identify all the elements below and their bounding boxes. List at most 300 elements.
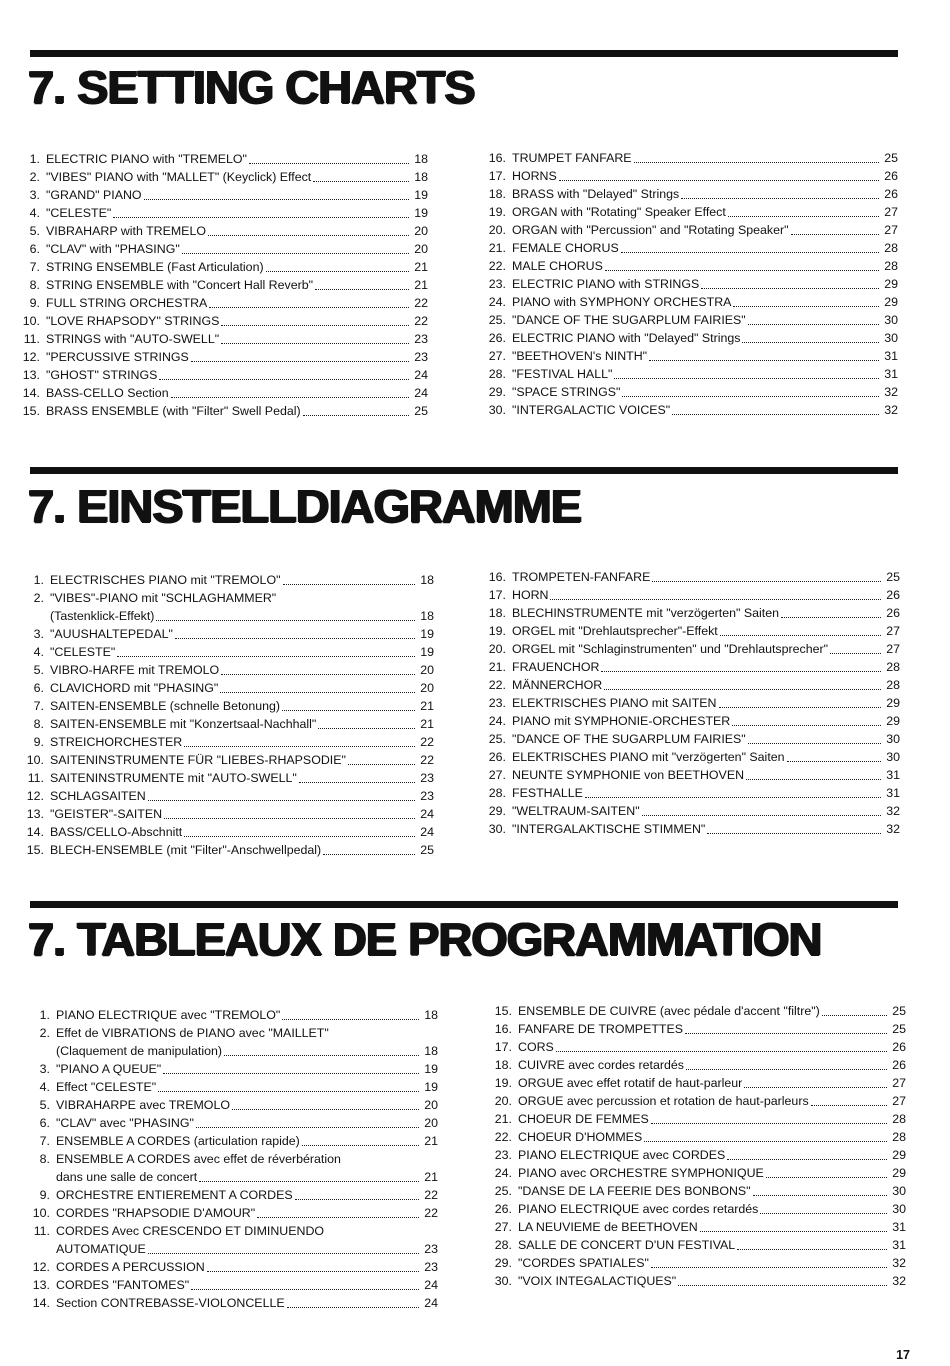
dot-leader — [737, 1249, 887, 1250]
entry-number: 6. — [39, 1116, 50, 1130]
entry-number: 19. — [488, 624, 506, 638]
entry-number: 11. — [27, 771, 44, 785]
toc-column-left — [18, 150, 428, 420]
entry-title: ELECTRIC PIANO with STRINGS — [512, 277, 700, 291]
entry-title: SCHLAGSAITEN — [50, 789, 146, 803]
entry-title: "DANCE OF THE SUGARPLUM FAIRIES" — [512, 313, 746, 327]
entry-page: 32 — [884, 403, 898, 417]
entry-number: 26. — [488, 331, 506, 345]
dot-leader — [686, 1069, 887, 1070]
entry-title: FEMALE CHORUS — [512, 241, 619, 255]
dot-leader — [634, 162, 879, 163]
entry-number: 3. — [39, 1062, 50, 1076]
entry-title: VIBRAHARP with TREMELO — [46, 224, 206, 238]
toc-entry — [484, 383, 898, 401]
entry-page: 23 — [424, 1242, 438, 1256]
toc-entry — [484, 311, 898, 329]
dot-leader — [720, 635, 881, 636]
entry-title: PIANO mit SYMPHONIE-ORCHESTER — [512, 714, 731, 728]
section-rule — [30, 467, 898, 474]
entry-number: 23. — [488, 277, 506, 291]
section-rule — [30, 901, 898, 908]
entry-number: 1. — [29, 152, 40, 166]
entry-title: ORGEL mit "Schlaginstrumenten" und "Drehlautsprecher" — [512, 642, 829, 656]
dot-leader — [744, 1087, 887, 1088]
toc-entry — [28, 1006, 438, 1024]
entry-page: 18 — [424, 1044, 438, 1058]
entry-title: Effect "CELESTE" — [56, 1080, 157, 1094]
entry-number: 18. — [494, 1058, 512, 1072]
dot-leader — [550, 599, 881, 600]
toc-entry — [484, 203, 898, 221]
entry-page: 26 — [892, 1040, 906, 1054]
entry-title: "VIBES" PIANO with "MALLET" (Keyclick) Effect — [46, 170, 312, 184]
toc-entry — [28, 1114, 438, 1132]
entry-title: ORGAN with "Rotating" Speaker Effect — [512, 205, 726, 219]
entry-number: 27. — [488, 768, 506, 782]
section-rule — [30, 50, 898, 57]
entry-title: "VOIX INTEGALACTIQUES" — [518, 1274, 677, 1288]
entry-page: 32 — [886, 822, 900, 836]
entry-number: 28. — [488, 786, 506, 800]
toc-entry — [484, 401, 898, 419]
entry-page: 26 — [884, 187, 898, 201]
entry-page: 32 — [892, 1274, 906, 1288]
entry-page: 22 — [420, 753, 434, 767]
dot-leader — [678, 1285, 887, 1286]
entry-page: 21 — [420, 699, 434, 713]
entry-title: SAITEN-ENSEMBLE (schnelle Betonung) — [50, 699, 281, 713]
entry-page: 24 — [420, 807, 434, 821]
entry-number: 19. — [488, 205, 506, 219]
entry-number: 17. — [488, 169, 506, 183]
toc-entry — [484, 802, 900, 820]
dot-leader — [224, 1055, 419, 1056]
toc-entry — [18, 240, 428, 258]
entry-page: 30 — [892, 1202, 906, 1216]
entry-number: 5. — [29, 224, 40, 238]
entry-page: 21 — [414, 278, 428, 292]
toc-entry — [22, 643, 434, 661]
entry-title: PIANO avec ORCHESTRE SYMPHONIQUE — [518, 1166, 764, 1180]
toc-entry — [490, 1146, 906, 1164]
toc-entry — [22, 697, 434, 715]
entry-number: 3. — [29, 188, 40, 202]
entry-title: "GRAND" PIANO — [46, 188, 142, 202]
entry-number: 26. — [494, 1202, 512, 1216]
dot-leader — [681, 198, 879, 199]
toc-entry — [28, 1204, 438, 1222]
dot-leader — [191, 361, 409, 362]
entry-number: 12. — [22, 350, 40, 364]
toc-entry — [28, 1096, 438, 1114]
entry-page: 18 — [420, 573, 434, 587]
toc-entry — [484, 604, 900, 622]
entry-title: CHOEUR D'HOMMES — [518, 1130, 643, 1144]
entry-number: 29. — [494, 1256, 512, 1270]
entry-title: FRAUENCHOR — [512, 660, 600, 674]
entry-title: SAITEN-ENSEMBLE mit "Konzertsaal-Nachhall" — [50, 717, 317, 731]
entry-title: "CELESTE" — [46, 206, 112, 220]
entry-title: BRASS ENSEMBLE (with "Filter" Swell Pedal) — [46, 404, 301, 418]
entry-number: 27. — [494, 1220, 512, 1234]
entry-title: "CLAV" avec "PHASING" — [56, 1116, 194, 1130]
entry-title: Effet de VIBRATIONS de PIANO avec "MAILLET" — [56, 1026, 329, 1040]
entry-title: "CELESTE" — [50, 645, 116, 659]
entry-page: 28 — [892, 1112, 906, 1126]
entry-title: MALE CHORUS — [512, 259, 603, 273]
entry-page: 31 — [884, 349, 898, 363]
section-heading: 7. SETTING CHARTS — [28, 61, 475, 113]
entry-page: 29 — [892, 1166, 906, 1180]
toc-entry — [490, 1038, 906, 1056]
entry-title: FANFARE DE TROMPETTES — [518, 1022, 684, 1036]
toc-entry — [18, 222, 428, 240]
entry-page: 20 — [424, 1098, 438, 1112]
section-heading: 7. TABLEAUX DE PROGRAMMATION — [28, 913, 822, 965]
entry-number: 22. — [488, 259, 506, 273]
entry-number: 13. — [26, 807, 44, 821]
toc-entry — [484, 275, 898, 293]
entry-number: 29. — [488, 804, 506, 818]
section-heading: 7. EINSTELLDIAGRAMME — [28, 480, 582, 532]
entry-number: 18. — [488, 606, 506, 620]
entry-title: ELEKTRISCHES PIANO mit SAITEN — [512, 696, 717, 710]
entry-page: 22 — [420, 735, 434, 749]
entry-title: dans une salle de concert — [56, 1170, 198, 1184]
entry-title: "CORDES SPATIALES" — [518, 1256, 649, 1270]
entry-number: 2. — [29, 170, 40, 184]
toc-column-right — [484, 149, 898, 419]
toc-entry — [484, 221, 898, 239]
toc-entry — [18, 168, 428, 186]
entry-page: 24 — [420, 825, 434, 839]
entry-number: 14. — [32, 1296, 50, 1310]
entry-page: 29 — [892, 1148, 906, 1162]
entry-page: 18 — [424, 1008, 438, 1022]
toc-entry — [18, 204, 428, 222]
entry-page: 22 — [424, 1188, 438, 1202]
entry-page: 27 — [884, 223, 898, 237]
dot-leader — [148, 800, 415, 801]
dot-leader — [191, 1289, 419, 1290]
toc-entry — [484, 185, 898, 203]
toc-entry — [18, 402, 428, 420]
entry-number: 27. — [488, 349, 506, 363]
toc-entry — [484, 730, 900, 748]
toc-entry — [484, 347, 898, 365]
toc-entry — [28, 1024, 438, 1060]
entry-page: 31 — [892, 1220, 906, 1234]
entry-number: 6. — [33, 681, 44, 695]
entry-number: 30. — [488, 822, 506, 836]
entry-page: 30 — [886, 732, 900, 746]
dot-leader — [209, 307, 409, 308]
entry-page: 20 — [420, 681, 434, 695]
entry-page: 22 — [414, 314, 428, 328]
toc-entry — [490, 1002, 906, 1020]
entry-title: TROMPETEN-FANFARE — [512, 570, 651, 584]
entry-title: CLAVICHORD mit "PHASING" — [50, 681, 219, 695]
entry-page: 26 — [886, 606, 900, 620]
entry-number: 24. — [488, 295, 506, 309]
entry-number: 4. — [33, 645, 44, 659]
dot-leader — [113, 217, 409, 218]
entry-page: 26 — [884, 169, 898, 183]
entry-page: 31 — [886, 786, 900, 800]
entry-title: "INTERGALAKTISCHE STIMMEN" — [512, 822, 706, 836]
entry-title: FULL STRING ORCHESTRA — [46, 296, 208, 310]
dot-leader — [184, 746, 415, 747]
toc-entry — [18, 276, 428, 294]
dot-leader — [266, 271, 409, 272]
entry-title: ORGUE avec percussion et rotation de haut-parleurs — [518, 1094, 809, 1108]
entry-number: 20. — [494, 1094, 512, 1108]
entry-page: 30 — [884, 313, 898, 327]
toc-entry — [484, 766, 900, 784]
toc-entry — [490, 1254, 906, 1272]
dot-leader — [207, 1271, 419, 1272]
toc-entry — [18, 348, 428, 366]
entry-title: HORNS — [512, 169, 557, 183]
page-number: 17 — [896, 1348, 910, 1362]
dot-leader — [644, 1141, 887, 1142]
entry-title: ELECTRIC PIANO with "Delayed" Strings — [512, 331, 741, 345]
entry-title: BRASS with "Delayed" Strings — [512, 187, 680, 201]
toc-entry — [490, 1110, 906, 1128]
entry-number: 15. — [26, 843, 44, 857]
entry-page: 23 — [414, 350, 428, 364]
toc-entry — [22, 715, 434, 733]
entry-number: 28. — [494, 1238, 512, 1252]
dot-leader — [257, 1217, 419, 1218]
toc-entry — [18, 186, 428, 204]
entry-page: 25 — [414, 404, 428, 418]
entry-number: 1. — [33, 573, 44, 587]
entry-number: 12. — [26, 789, 44, 803]
dot-leader — [621, 252, 879, 253]
entry-page: 31 — [886, 768, 900, 782]
toc-entry — [28, 1294, 438, 1312]
entry-title: CORDES A PERCUSSION — [56, 1260, 205, 1274]
entry-page: 19 — [424, 1080, 438, 1094]
entry-title: ELECTRIC PIANO with "TREMELO" — [46, 152, 247, 166]
entry-page: 25 — [420, 843, 434, 857]
toc-entry — [484, 640, 900, 658]
entry-title: "BEETHOVEN's NINTH" — [512, 349, 648, 363]
entry-number: 8. — [33, 717, 44, 731]
entry-title: BLECH-ENSEMBLE (mit "Filter"-Anschwellpedal) — [50, 843, 322, 857]
toc-entry — [490, 1074, 906, 1092]
entry-number: 11. — [33, 1224, 50, 1238]
toc-entry — [22, 589, 434, 625]
entry-number: 8. — [29, 278, 40, 292]
entry-page: 28 — [884, 259, 898, 273]
entry-title: "CLAV" with "PHASING" — [46, 242, 180, 256]
entry-page: 27 — [892, 1076, 906, 1090]
entry-page: 26 — [886, 588, 900, 602]
entry-title: SALLE DE CONCERT D'UN FESTIVAL — [518, 1238, 736, 1252]
entry-page: 21 — [420, 717, 434, 731]
entry-number: 8. — [39, 1152, 50, 1166]
entry-number: 17. — [488, 588, 506, 602]
entry-title: BASS/CELLO-Abschnitt — [50, 825, 183, 839]
entry-number: 15. — [494, 1004, 512, 1018]
dot-leader — [283, 584, 416, 585]
toc-entry — [490, 1164, 906, 1182]
entry-number: 28. — [488, 367, 506, 381]
dot-leader — [766, 1177, 887, 1178]
entry-number: 21. — [494, 1112, 512, 1126]
entry-page: 24 — [424, 1296, 438, 1310]
entry-page: 28 — [892, 1130, 906, 1144]
toc-entry — [28, 1276, 438, 1294]
dot-leader — [748, 743, 881, 744]
entry-title: FESTHALLE — [512, 786, 583, 800]
entry-number: 16. — [494, 1022, 512, 1036]
dot-leader — [164, 818, 415, 819]
dot-leader — [707, 833, 881, 834]
toc-entry — [484, 784, 900, 802]
toc-entry — [484, 568, 900, 586]
toc-entry — [28, 1078, 438, 1096]
dot-leader — [302, 1145, 419, 1146]
dot-leader — [672, 414, 879, 415]
dot-leader — [171, 397, 409, 398]
toc-entry — [18, 366, 428, 384]
entry-title: Section CONTREBASSE-VIOLONCELLE — [56, 1296, 285, 1310]
toc-entry — [484, 149, 898, 167]
dot-leader — [163, 1073, 419, 1074]
entry-page: 26 — [892, 1058, 906, 1072]
entry-page: 28 — [884, 241, 898, 255]
entry-page: 20 — [414, 242, 428, 256]
entry-title: CHOEUR DE FEMMES — [518, 1112, 649, 1126]
entry-title: STRINGS with "AUTO-SWELL" — [46, 332, 220, 346]
dot-leader — [791, 234, 879, 235]
entry-title: (Claquement de manipulation) — [56, 1044, 222, 1058]
dot-leader — [196, 1127, 419, 1128]
dot-leader — [318, 728, 415, 729]
dot-leader — [232, 1109, 419, 1110]
toc-entry — [484, 694, 900, 712]
toc-entry — [18, 294, 428, 312]
entry-page: 25 — [884, 151, 898, 165]
dot-leader — [728, 216, 879, 217]
toc-entry — [484, 820, 900, 838]
entry-number: 16. — [488, 151, 506, 165]
entry-number: 7. — [33, 699, 44, 713]
entry-page: 23 — [424, 1260, 438, 1274]
entry-title: STREICHORCHESTER — [50, 735, 183, 749]
dot-leader — [701, 288, 879, 289]
entry-title: ORCHESTRE ENTIEREMENT A CORDES — [56, 1188, 293, 1202]
entry-page: 28 — [886, 660, 900, 674]
entry-number: 3. — [33, 627, 44, 641]
entry-number: 1. — [39, 1008, 50, 1022]
entry-number: 25. — [488, 313, 506, 327]
dot-leader — [117, 656, 415, 657]
toc-column-left — [28, 1006, 438, 1312]
entry-page: 24 — [414, 386, 428, 400]
toc-column-right — [490, 1002, 906, 1290]
entry-number: 9. — [29, 296, 40, 310]
dot-leader — [753, 1195, 887, 1196]
toc-entry — [18, 258, 428, 276]
entry-page: 32 — [892, 1256, 906, 1270]
entry-number: 4. — [39, 1080, 50, 1094]
dot-leader — [303, 415, 409, 416]
entry-page: 30 — [886, 750, 900, 764]
entry-number: 9. — [33, 735, 44, 749]
toc-entry — [484, 365, 898, 383]
entry-title: MÄNNERCHOR — [512, 678, 603, 692]
dot-leader — [182, 253, 409, 254]
entry-page: 22 — [414, 296, 428, 310]
entry-page: 28 — [886, 678, 900, 692]
entry-number: 24. — [488, 714, 506, 728]
toc-entry — [484, 676, 900, 694]
entry-page: 23 — [420, 789, 434, 803]
entry-title: HORN — [512, 588, 549, 602]
dot-leader — [221, 343, 409, 344]
dot-leader — [811, 1105, 887, 1106]
entry-title: ENSEMBLE A CORDES avec effet de réverbération — [56, 1152, 341, 1166]
dot-leader — [158, 1091, 419, 1092]
entry-page: 21 — [424, 1170, 438, 1184]
entry-page: 22 — [424, 1206, 438, 1220]
toc-entry — [22, 841, 434, 859]
dot-leader — [719, 707, 882, 708]
entry-title: "WELTRAUM-SAITEN" — [512, 804, 640, 818]
entry-page: 30 — [884, 331, 898, 345]
entry-title: "SPACE STRINGS" — [512, 385, 621, 399]
entry-number: 23. — [488, 696, 506, 710]
entry-page: 23 — [420, 771, 434, 785]
entry-title: SAITENINSTRUMENTE FÜR "LIEBES-RHAPSODIE" — [50, 753, 346, 767]
entry-title: ORGAN with "Percussion" and "Rotating Speaker" — [512, 223, 789, 237]
toc-entry — [18, 384, 428, 402]
dot-leader — [199, 1181, 419, 1182]
toc-entry — [490, 1020, 906, 1038]
entry-title: ORGEL mit "Drehlautsprecher"-Effekt — [512, 624, 718, 638]
toc-entry — [490, 1092, 906, 1110]
toc-entry — [18, 330, 428, 348]
entry-title: "DANCE OF THE SUGARPLUM FAIRIES" — [512, 732, 746, 746]
entry-page: 29 — [884, 295, 898, 309]
entry-page: 25 — [892, 1022, 906, 1036]
toc-entry — [490, 1272, 906, 1290]
entry-title: "FESTIVAL HALL" — [512, 367, 613, 381]
entry-number: 13. — [22, 368, 40, 382]
entry-number: 12. — [32, 1260, 50, 1274]
entry-number: 7. — [29, 260, 40, 274]
entry-title: "GHOST" STRINGS — [46, 368, 158, 382]
dot-leader — [144, 199, 409, 200]
entry-page: 20 — [420, 663, 434, 677]
entry-title: "PERCUSSIVE STRINGS — [46, 350, 189, 364]
dot-leader — [282, 710, 415, 711]
entry-title: ENSEMBLE A CORDES (articulation rapide) — [56, 1134, 300, 1148]
entry-page: 24 — [414, 368, 428, 382]
dot-leader — [348, 764, 415, 765]
toc-entry — [490, 1128, 906, 1146]
dot-leader — [156, 620, 415, 621]
entry-number: 16. — [488, 570, 506, 584]
toc-entry — [28, 1132, 438, 1150]
toc-entry — [22, 823, 434, 841]
entry-title: ELECTRISCHES PIANO mit "TREMOLO" — [50, 573, 281, 587]
